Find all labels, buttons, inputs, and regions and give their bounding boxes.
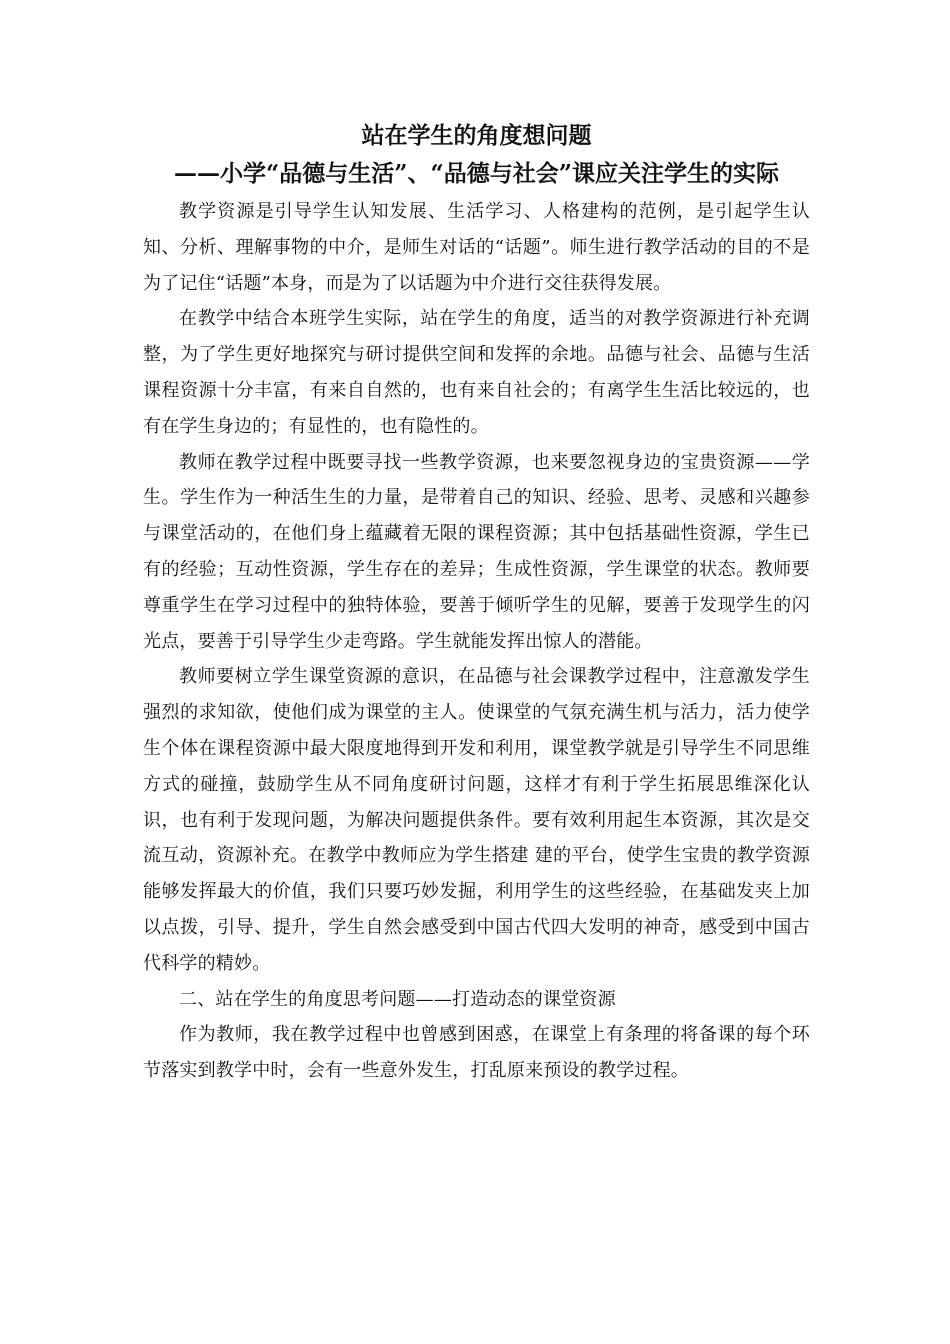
document-subtitle: ——小学“品德与生活”、“品德与社会”课应关注学生的实际 xyxy=(174,160,779,187)
paragraph-2: 在教学中结合本班学生实际，站在学生的角度，适当的对教学资源进行补充调整，为了学生更好地探究与研讨提供空间和发挥的余地。品德与社会、品德与生活课程资源十分丰富，有来自自然的，也有来自社会的；有离学生生活比较远的，也有在学生身边的；有显性的，也有隐性的。 xyxy=(143,308,810,437)
paragraph-5: 作为教师，我在教学过程中也曾感到困惑，在课堂上有条理的将备课的每个环节落实到教学中时，会有一些意外发生，打乱原来预设的教学过程。 xyxy=(143,1024,810,1082)
paragraph-1: 教学资源是引导学生认知发展、生活学习、人格建构的范例，是引起学生认知、分析、理解事物的中介，是师生对话的“话题”。师生进行教学活动的目的不是为了记住“话题”本身，而是为了以话题为中介进行交往获得发展。 xyxy=(143,201,810,294)
paragraph-4: 教师要树立学生课堂资源的意识，在品德与社会课教学过程中，注意激发学生强烈的求知欲，使他们成为课堂的主人。使课堂的气氛充满生机与活力，活力使学生个体在课程资源中最大限度地得到开发和利用，课堂教学就是引导学生不同思维方式的碰撞，鼓励学生从不同角度研讨问题，这样才有利于学生拓展思维深化认识，也有利于发现问题，为解决问题提供条件。要有效利用起生本资源，其次是交流互动，资源补充。在教学中教师应为学生搭建 建的平台，使学生宝贵的教学资源能够发挥最大的价值，我们只要巧妙发掘，利用学生的这些经验，在基础发夹上加以点拨，引导、提升，学生自然会感受到中国古代四大发明的神奇，感受到中国古代科学的精妙。 xyxy=(143,666,810,974)
document-page xyxy=(143,116,810,1089)
section-heading-2: 二、站在学生的角度思考问题——打造动态的课堂资源 xyxy=(179,988,616,1010)
document-title: 站在学生的角度想问题 xyxy=(361,122,592,149)
paragraph-3: 教师在教学过程中既要寻找一些教学资源，也来要忽视身边的宝贵资源——学生。学生作为一种活生生的力量，是带着自己的知识、经验、思考、灵感和兴趣参与课堂活动的，在他们身上蕴藏着无限的课程资源；其中包括基础性资源，学生已有的经验；互动性资源，学生存在的差异；生成性资源，学生课堂的状态。教师要尊重学生在学习过程中的独特体验，要善于倾听学生的见解，要善于发现学生的闪光点，要善于引导学生少走弯路。学生就能发挥出惊人的潜能。 xyxy=(143,451,810,652)
